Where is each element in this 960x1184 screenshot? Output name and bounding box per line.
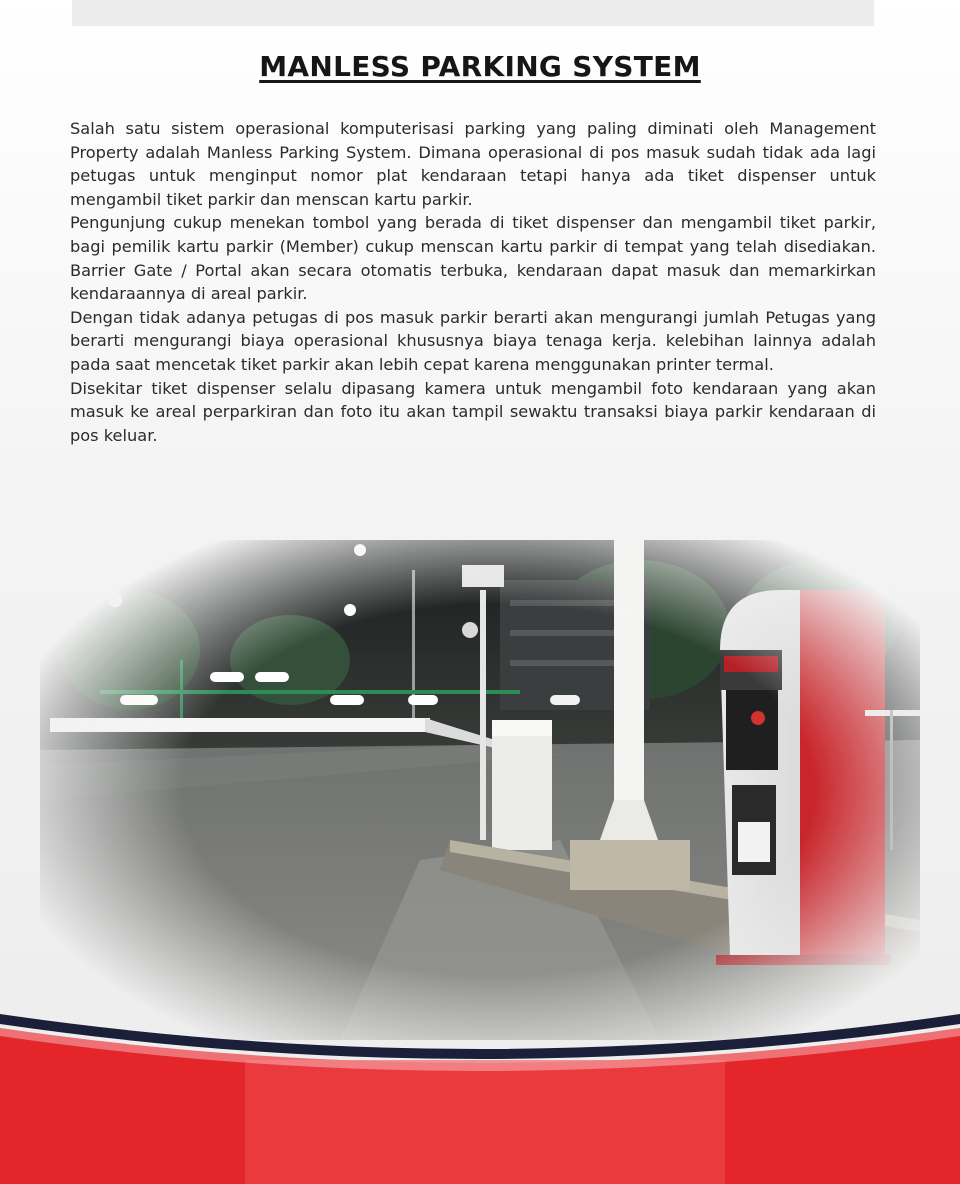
paragraph-1: Salah satu sistem operasional komputerisasi parking yang paling diminati oleh Management Property adalah Manless Parking System. Dimana operasional di pos masuk sudah tidak ada lagi petugas untuk menginput nomor plat kendaraan tetapi hanya ada tiket dispenser untuk mengambil tiket parkir dan menscan kartu parkir.	[70, 119, 876, 209]
footer-decoration	[0, 1000, 960, 1184]
paragraph-2: Pengunjung cukup menekan tombol yang berada di tiket dispenser dan mengambil tiket parkir, bagi pemilik kartu parkir (Member) cukup menscan kartu parkir di tempat yang telah disediakan. Barrier Gate / Portal akan secara otomatis terbuka, kendaraan dapat masuk dan memarkirkan kendaraannya di areal parkir.	[70, 213, 876, 304]
page-title	[0, 50, 960, 83]
ticket-dispenser-machine	[716, 590, 891, 965]
paragraph-4: Disekitar tiket dispenser selalu dipasang kamera untuk mengambil foto kendaraan yang akan masuk ke areal perparkiran dan foto itu akan tampil sewaktu transaksi biaya parkir kendaraan di pos keluar.	[70, 378, 876, 445]
parking-scene-illustration	[40, 540, 920, 1040]
article-body	[70, 117, 876, 447]
page-title-text: MANLESS PARKING SYSTEM	[259, 50, 701, 83]
footer-banner	[0, 1000, 960, 1184]
top-strip	[72, 0, 874, 26]
paragraph-3: Dengan tidak adanya petugas di pos masuk parkir berarti akan mengurangi jumlah Petugas yang berarti mengurangi biaya operasional khususnya biaya tenaga kerja. kelebihan lainnya adalah pada saat mencetak tiket parkir akan lebih cepat karena menggunakan printer termal.	[70, 307, 876, 374]
parking-gate-photo	[40, 540, 920, 1040]
